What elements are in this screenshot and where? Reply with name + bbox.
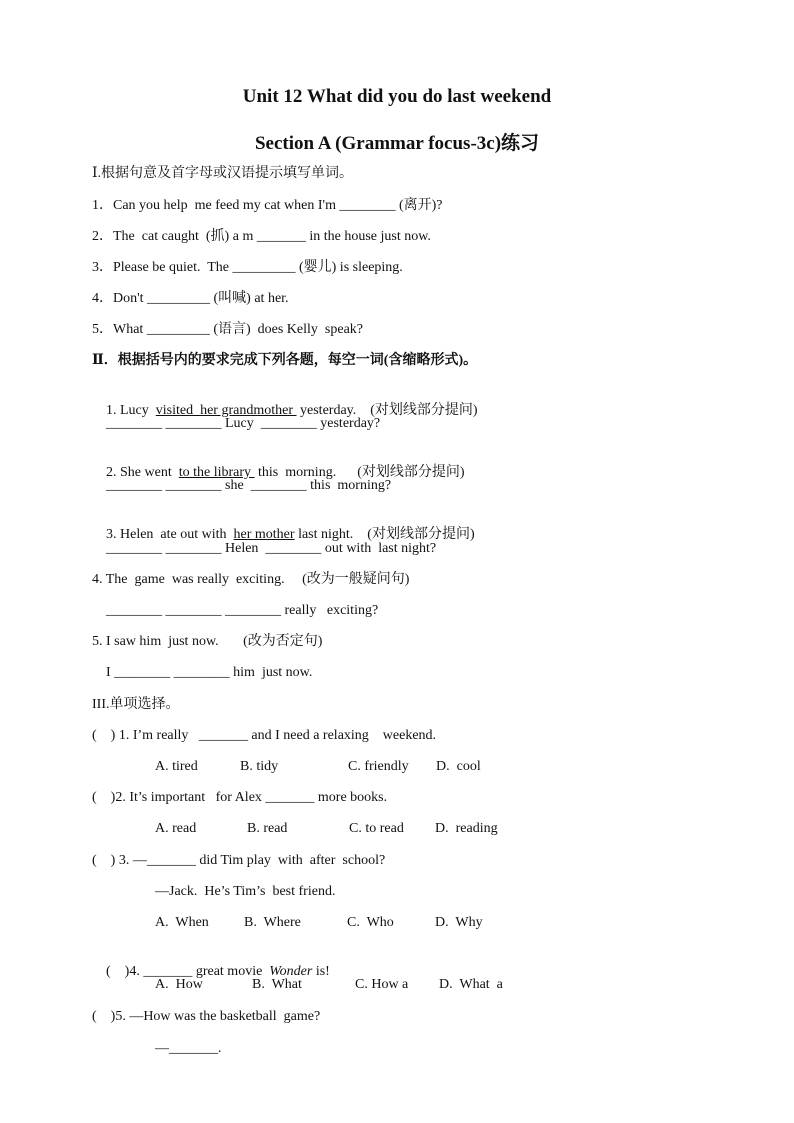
part1-heading: Ⅰ.根据句意及首字母或汉语提示填写单词。 (92, 166, 354, 181)
part3-q3-option-d: D. Why (435, 915, 483, 930)
part3-q3-option-a: A. When (155, 915, 209, 930)
part3-q3-stem: ( ) 3. —_______ did Tim play with after school? (92, 853, 386, 868)
part3-q4-option-b: B. What (252, 977, 302, 992)
part3-q4-option-a: A. How (155, 977, 203, 992)
part3-q1-option-b: B. tidy (240, 759, 279, 774)
part3-q4-stem-pre: ( )4. _______ great movie (106, 964, 270, 979)
part2-q1-pre: 1. Lucy (106, 403, 156, 418)
worksheet-subtitle: Section A (Grammar focus-3c)练习 (254, 133, 540, 154)
part3-q1-option-a: A. tired (155, 759, 198, 774)
part2-q3-post: last night. (对划线部分提问) (294, 527, 475, 542)
part3-q5-reply: —_______. (155, 1041, 222, 1056)
part3-q3-option-c: C. Who (347, 915, 394, 930)
part3-q4-movie-title: Wonder (269, 964, 313, 979)
part1-item-1: 1．Can you help me feed my cat when I'm ________ (离开)? (92, 198, 443, 213)
part2-q2-post: this morning. (对划线部分提问) (254, 465, 465, 480)
part2-q4: 4. The game was really exciting. (改为一般疑问句) (92, 572, 410, 587)
part2-q3-pre: 3. Helen ate out with (106, 527, 234, 542)
part2-q5: 5. I saw him just now. (改为否定句) (92, 634, 323, 649)
worksheet-title: Unit 12 What did you do last weekend (242, 86, 552, 107)
part3-q2-option-c: C. to read (349, 821, 404, 836)
part3-q2-option-a: A. read (155, 821, 197, 836)
part2-q1-answer: ________ ________ Lucy ________ yesterday? (106, 416, 381, 431)
part3-q2-option-b: B. read (247, 821, 288, 836)
part2-q2-answer: ________ ________ she ________ this morning? (106, 478, 392, 493)
part3-q2-option-d: D. reading (435, 821, 498, 836)
part3-q4-stem-post: is! (312, 964, 330, 979)
part1-item-3: 3．Please be quiet. The _________ (婴儿) is sleeping. (92, 260, 403, 275)
part2-q1-post: yesterday. (对划线部分提问) (296, 403, 478, 418)
part1-item-5: 5．What _________ (语言) does Kelly speak? (92, 322, 363, 337)
part3-q4-option-d: D. What a (439, 977, 503, 992)
part2-q3-answer: ________ ________ Helen ________ out with last night? (106, 541, 437, 556)
part3-q1-option-d: D. cool (436, 759, 481, 774)
part3-q3-option-b: B. Where (244, 915, 301, 930)
part2-q5-answer: I ________ ________ him just now. (106, 665, 313, 680)
part2-q3-underlined: her mother (233, 527, 295, 542)
part3-q1-option-c: C. friendly (348, 759, 409, 774)
part2-heading: Ⅱ．根据括号内的要求完成下列各题，每空一词(含缩略形式)。 (92, 353, 478, 368)
part2-q2-underlined: to the library (178, 465, 255, 480)
part1-item-4: 4．Don't _________ (叫喊) at her. (92, 291, 289, 306)
part2-q1-underlined: visited her grandmother (155, 403, 297, 418)
part3-q1-stem: ( ) 1. I’m really _______ and I need a relaxing weekend. (92, 728, 437, 743)
part2-q2-pre: 2. She went (106, 465, 179, 480)
part3-q4-option-c: C. How a (355, 977, 409, 992)
part3-q2-stem: ( )2. It’s important for Alex _______ more books. (92, 790, 388, 805)
part1-item-2: 2．The cat caught (抓) a m _______ in the house just now. (92, 229, 431, 244)
part2-q4-answer: ________ ________ ________ really exciting? (106, 603, 379, 618)
part3-q3-reply: —Jack. He’s Tim’s best friend. (155, 884, 336, 899)
part3-heading: III.单项选择。 (92, 697, 180, 712)
part3-q5-stem: ( )5. —How was the basketball game? (92, 1009, 321, 1024)
